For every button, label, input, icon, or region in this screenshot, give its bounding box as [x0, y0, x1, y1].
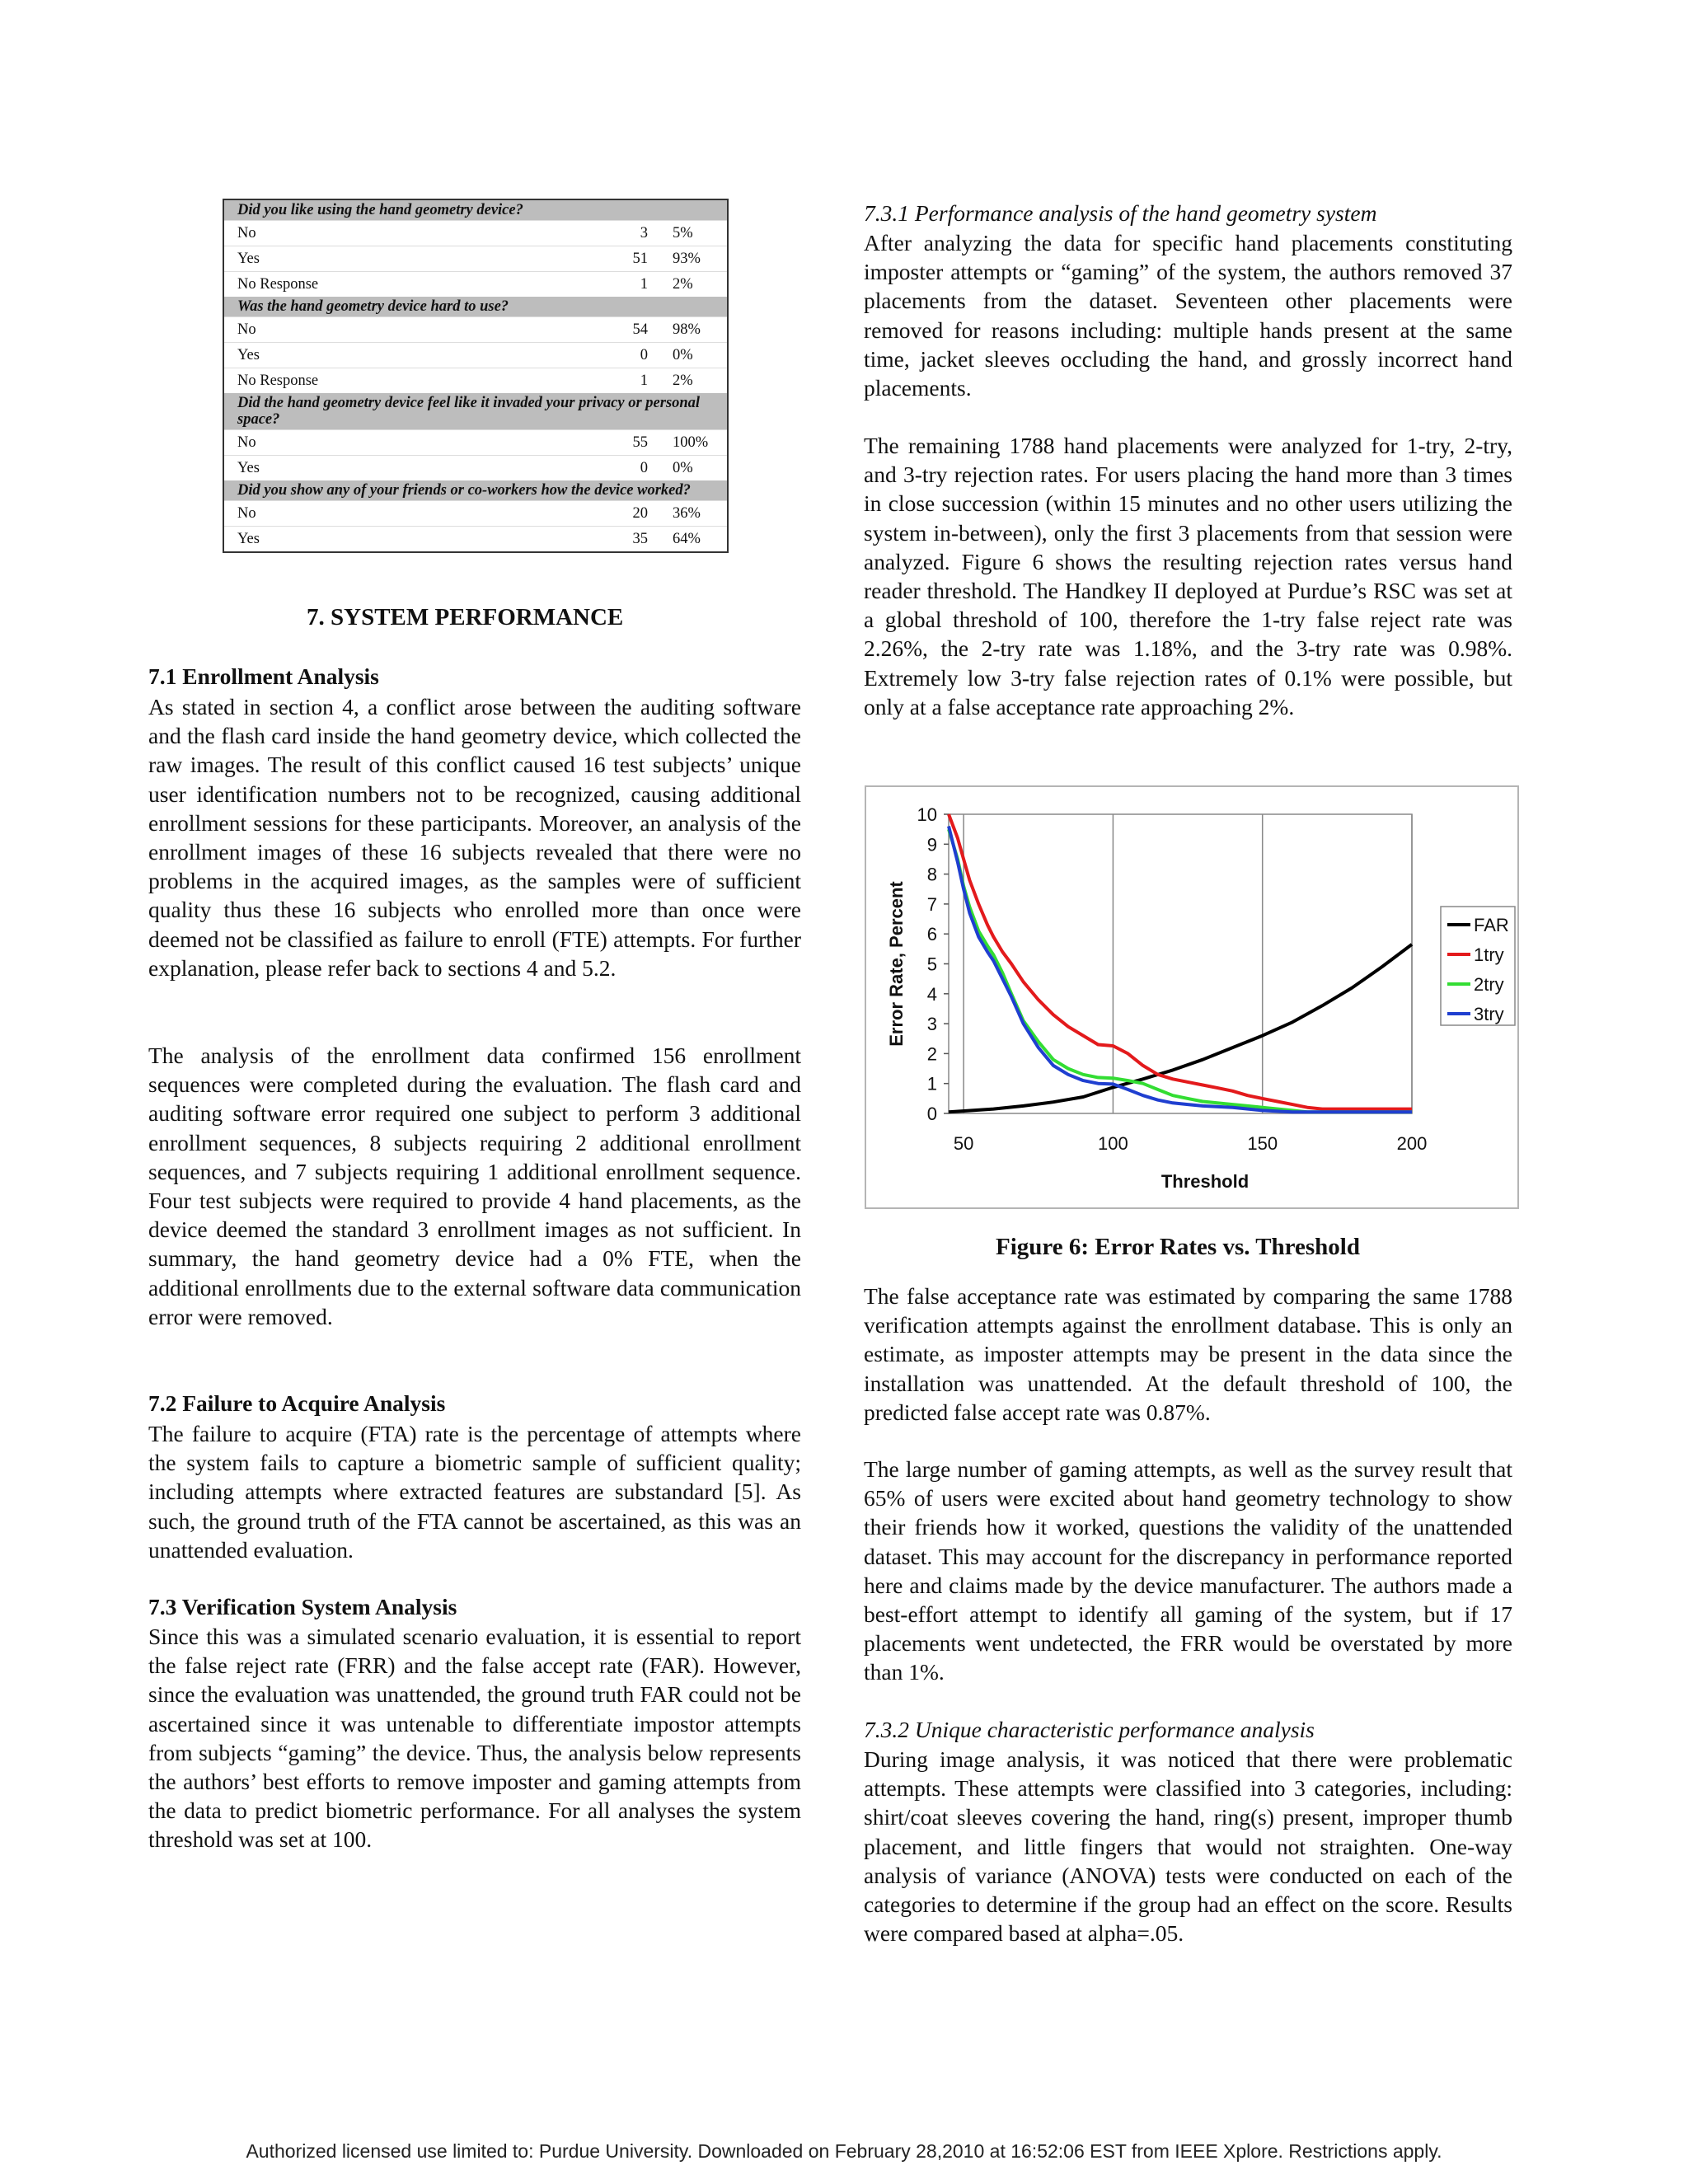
survey-answer: Yes: [237, 530, 260, 547]
s72-heading: 7.2 Failure to Acquire Analysis: [148, 1390, 446, 1416]
survey-question: Did the hand geometry device feel like it invaded your privacy or personal space?: [224, 393, 727, 429]
y-tick-label: 2: [926, 1043, 937, 1065]
s732-heading: 7.3.2 Unique characteristic performance analysis: [864, 1717, 1315, 1742]
y-tick-label: 7: [926, 893, 937, 915]
survey-percent: 100%: [673, 434, 709, 451]
survey-count: 35: [632, 530, 648, 547]
survey-answer: No: [237, 321, 256, 338]
survey-row: [224, 500, 727, 526]
y-tick-label: 1: [926, 1073, 937, 1094]
survey-answer: No: [237, 434, 256, 451]
survey-row: [224, 220, 727, 246]
survey-answer: Yes: [237, 250, 260, 267]
series-line-2try: [949, 829, 1412, 1112]
y-tick-label: 4: [926, 983, 937, 1005]
survey-count: 54: [632, 321, 648, 338]
y-tick-label: 3: [926, 1014, 937, 1035]
y-tick-label: 0: [926, 1104, 937, 1124]
legend-entry: FAR: [1474, 915, 1509, 935]
survey-answer: Yes: [237, 346, 260, 363]
x-tick-label: 100: [1098, 1133, 1128, 1154]
y-axis-label: Error Rate, Percent: [886, 881, 907, 1047]
s731-paragraph-2: The remaining 1788 hand placements were analyzed for 1-try, 2-try, and 3-try rejection rates. For users placing the hand more than 3 times in close succession (within 15 minutes and no other users utilizing the system in-between), only the first 3 placements from that session were analyzed. Figure 6 shows the resulting rejection rates versus hand reader threshold. The Handkey II deployed at Purdue’s RSC was set at a global threshold of 100, therefore the 1-try false reject rate was 2.26%, the 2-try rate was 1.18%, and the 3-try rate was 0.98%. Extremely low 3-try false rejection rates of 0.1% were possible, but only at a false acceptance rate approaching 2%.: [864, 433, 1512, 719]
survey-answer: No Response: [237, 275, 319, 293]
survey-count: 20: [632, 504, 648, 522]
survey-count: 51: [632, 250, 648, 267]
y-tick-label: 9: [926, 834, 937, 855]
figure-caption: Figure 6: Error Rates vs. Threshold: [996, 1234, 1360, 1260]
y-tick-label: 8: [926, 864, 937, 885]
s732-paragraph: During image analysis, it was noticed that there were problematic attempts. These attempts were classified into 3 categories, including: shirt/coat sleeves covering the hand, ring(s) present, improper thumb placement, and little fingers that would not straighten. One-way analysis of variance (ANOVA) tests were conducted on each of the categories to determine if the group had an effect on the score. Results were compared based at alpha=.05.: [864, 1746, 1512, 1947]
survey-percent: 0%: [673, 459, 693, 476]
survey-answer: No: [237, 504, 256, 522]
legend-entry: 2try: [1474, 974, 1504, 995]
s72-paragraph: The failure to acquire (FTA) rate is the percentage of attempts where the system fails to capture a biometric sample of sufficient quality; including attempts where extracted features are substandard [5]. As such, the ground truth of the FTA cannot be ascertained, as this was an unattended evaluation.: [148, 1421, 801, 1563]
survey-answer: No: [237, 224, 256, 241]
s731-heading: 7.3.1 Performance analysis of the hand geometry system: [864, 200, 1377, 226]
survey-percent: 5%: [673, 224, 693, 241]
survey-row: [224, 246, 727, 271]
y-tick-label: 10: [917, 804, 937, 825]
series-line-1try: [949, 814, 1412, 1109]
survey-count: 0: [640, 459, 648, 476]
y-tick-label: 5: [926, 954, 937, 975]
survey-percent: 2%: [673, 275, 693, 293]
footer-license: Authorized licensed use limited to: Purdue University. Downloaded on February 28,2010 at 16:52:06 EST from IEEE Xplore. Restrictions apply.: [246, 2140, 1442, 2162]
s73-paragraph: Since this was a simulated scenario evaluation, it is essential to report the false reject rate (FRR) and the false accept rate (FAR). However, since the evaluation was unattended, the ground truth FAR could not be ascertained since it was untenable to differentiate impostor attempts from subjects “gaming” the device. Thus, the analysis below represents the authors’ best efforts to remove imposter and gaming attempts from the data to predict biometric performance. For all analyses the system threshold was set at 100.: [148, 1624, 801, 1853]
survey-percent: 64%: [673, 530, 701, 547]
survey-count: 55: [632, 434, 648, 451]
s731-paragraph-1: After analyzing the data for specific hand placements constituting imposter attempts or “gaming” of the system, the authors removed 37 placements from the dataset. Seventeen other placements were removed for reasons including: multiple hands present at the same time, jacket sleeves occluding the hand, and grossly incorrect hand placements.: [864, 230, 1512, 401]
survey-row: [224, 526, 727, 551]
y-tick-label: 6: [926, 924, 937, 945]
s71-heading: 7.1 Enrollment Analysis: [148, 663, 379, 689]
series-line-FAR: [949, 944, 1412, 1112]
error-rate-chart: [865, 785, 1519, 1209]
legend-entry: 3try: [1474, 1004, 1504, 1024]
survey-count: 3: [640, 224, 648, 241]
x-axis-label: Threshold: [1160, 1171, 1250, 1192]
survey-question: Did you show any of your friends or co-workers how the device worked?: [224, 480, 727, 500]
survey-question: Did you like using the hand geometry device?: [224, 200, 727, 220]
x-tick-label: 50: [953, 1133, 974, 1154]
survey-row: [224, 342, 727, 368]
survey-row: [224, 368, 727, 393]
legend-entry: 1try: [1474, 944, 1504, 965]
s73-heading: 7.3 Verification System Analysis: [148, 1594, 457, 1619]
far-paragraph: The false acceptance rate was estimated by comparing the same 1788 verification attempts against the enrollment database. This is only an estimate, as imposter attempts may be present in the data since the installation was unattended. At the default threshold of 100, the predicted false accept rate was 0.87%.: [864, 1283, 1512, 1425]
survey-percent: 2%: [673, 372, 693, 389]
survey-row: [224, 455, 727, 480]
s71-paragraph-1: As stated in section 4, a conflict arose between the auditing software and the flash card inside the hand geometry device, which collected the raw images. The result of this conflict caused 16 test subjects’ unique user identification numbers not to be recognized, causing additional enrollment sessions for these participants. Moreover, an analysis of the enrollment images of these 16 subjects revealed that there were no problems in the acquired images, as the samples were of sufficient quality thus these 16 subjects who enrolled more than once were deemed not be classified as failure to enroll (FTE) attempts. For further explanation, please refer back to sections 4 and 5.2.: [148, 694, 801, 981]
survey-table: [223, 199, 729, 553]
survey-answer: Yes: [237, 459, 260, 476]
survey-count: 0: [640, 346, 648, 363]
survey-percent: 36%: [673, 504, 701, 522]
section-title: 7. SYSTEM PERFORMANCE: [307, 604, 624, 630]
survey-percent: 0%: [673, 346, 693, 363]
survey-row: [224, 316, 727, 342]
x-tick-label: 150: [1247, 1133, 1278, 1154]
chart-canvas: [866, 787, 1517, 1207]
survey-count: 1: [640, 275, 648, 293]
survey-percent: 98%: [673, 321, 701, 338]
survey-question: Was the hand geometry device hard to use?: [224, 297, 727, 316]
survey-row: [224, 271, 727, 297]
survey-count: 1: [640, 372, 648, 389]
s71-paragraph-2: The analysis of the enrollment data confirmed 156 enrollment sequences were completed during the evaluation. The flash card and auditing software error required one subject to perform 3 additional enrollment sequences, 8 subjects requiring 2 additional enrollment sequences, and 7 subjects requiring 1 additional enrollment sequence. Four test subjects were required to provide 4 hand placements, as the device deemed the standard 3 enrollment images as not sufficient. In summary, the hand geometry device had a 0% FTE, when the additional enrollments due to the external software data communication error were removed.: [148, 1043, 801, 1329]
gaming-paragraph: The large number of gaming attempts, as well as the survey result that 65% of users were excited about hand geometry technology to show their friends how it worked, questions the validity of the unattended dataset. This may account for the discrepancy in performance reported here and claims made by the device manufacturer. The authors made a best-effort attempt to identify all gaming of the system, but if 17 placements went undetected, the FRR would be overstated by more than 1%.: [864, 1456, 1512, 1685]
x-tick-label: 200: [1396, 1133, 1428, 1154]
survey-answer: No Response: [237, 372, 319, 389]
survey-percent: 93%: [673, 250, 701, 267]
survey-row: [224, 429, 727, 455]
